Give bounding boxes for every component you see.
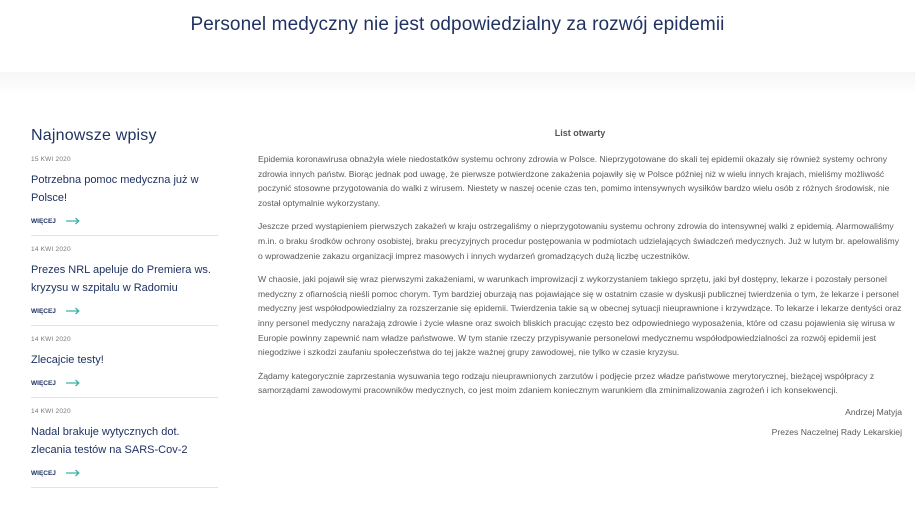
- arrow-right-icon: [66, 217, 80, 225]
- list-item: [31, 246, 218, 326]
- post-date: 14 KWI 2020: [31, 408, 71, 415]
- list-item: [31, 408, 218, 488]
- post-date: 14 KWI 2020: [31, 246, 71, 253]
- post-date: 15 KWI 2020: [31, 156, 71, 163]
- read-more-label: WIĘCEJ: [31, 307, 56, 315]
- post-title-link[interactable]: Potrzebna pomoc medyczna już w Polsce!: [31, 174, 199, 204]
- signature-block: [258, 407, 902, 437]
- article-paragraph: W chaosie, jaki pojawił się wraz pierwszymi zakażeniami, w warunkach improwizacji z wykorzystaniem takiego sprzętu, jaki był dostępny, lekarze i pozostały personel medyczny z ofiarnością nieśli pomoc chorym. Tym bardziej oburzają nas pojawiające się w ostatnim czasie w dyskusji publicznej twierdzenia o tym, że lekarze i personel medyczny jest współodpowiedzialny za rozszerzanie się epidemii. Twierdzenia takie są w obecnej sytuacji nieuprawnione i krzywdzące. To lekarze i lekarze dentyści oraz inny personel medyczny narażają zdrowie i życie własne oraz swoich bliskich pracując często bez odpowiedniego wyposażenia, które od czasu pojawienia się wirusa w Europie powinny zapewnić nam władze państwowe. W tym stanie rzeczy przypisywanie personelowi medycznemu współodpowiedzialności za rozwój epidemii jest niegodziwe i szkodzi zaufaniu społeczeństwa do tej jakże ważnej grupy zawodowej, nie tylko w czasie kryzysu.: [258, 274, 902, 358]
- list-item: [31, 156, 218, 236]
- post-title-link[interactable]: Prezes NRL apeluje do Premiera ws. kryzysu w szpitalu w Radomiu: [31, 264, 211, 294]
- read-more-label: WIĘCEJ: [31, 469, 56, 477]
- page-title: Personel medyczny nie jest odpowiedzialny za rozwój epidemii: [190, 14, 725, 35]
- post-title-link[interactable]: Nadal brakuje wytycznych dot. zlecania testów na SARS-Cov-2: [31, 426, 188, 456]
- article-paragraph: Jeszcze przed wystąpieniem pierwszych zakażeń w kraju ostrzegaliśmy o nieprzygotowaniu systemu ochrony zdrowia do intensywnej walki z epidemią. Alarmowaliśmy m.in. o braku środków ochrony osobistej, braku precyzyjnych procedur postępowania w podmiotach udzielających świadczeń medycznych. Już w lutym br. apelowaliśmy o wprowadzenie zakazu organizacji imprez masowych i innych wydarzeń gromadzących dużą liczbę uczestników.: [258, 221, 900, 261]
- post-title-link[interactable]: Zlecajcie testy!: [31, 354, 104, 366]
- post-date: 14 KWI 2020: [31, 336, 71, 343]
- read-more-label: WIĘCEJ: [31, 379, 56, 387]
- article-paragraph: Epidemia koronawirusa obnażyła wiele niedostatków systemu ochrony zdrowia w Polsce. Nieprzygotowane do skali tej epidemii okazały się również systemy ochrony zdrowia innych państw. Biorąc jednak pod uwagę, że pierwsze potwierdzone zakażenia pojawiły się w Polsce później niż w wielu innych krajach, mieliśmy możliwość poczynić stosowne przygotowania do walki z wirusem. Niestety w naszej ocenie czas ten, pomimo intensywnych wysiłków bardzo wielu osób z różnych środowisk, nie został optymalnie wykorzystany.: [258, 154, 890, 208]
- signature-name: Andrzej Matyja: [845, 406, 902, 417]
- signature-role: Prezes Naczelnej Rady Lekarskiej: [771, 426, 902, 437]
- article-heading: List otwarty: [554, 128, 606, 138]
- read-more-link[interactable]: [31, 307, 218, 315]
- sidebar-heading: Najnowsze wpisy: [31, 127, 157, 144]
- article-paragraph: Żądamy kategorycznie zaprzestania wysuwania tego rodzaju nieuprawnionych zarzutów i podjęcie przez władze państwowe merytorycznej, bieżącej współpracy z samorządami zawodowymi pracowników medycznych, co jest moim zdaniem koniecznym warunkiem dla zminimalizowania zagrożeń i ich konsekwencji.: [258, 370, 875, 396]
- arrow-right-icon: [66, 469, 80, 477]
- arrow-right-icon: [66, 307, 80, 315]
- read-more-link[interactable]: [31, 469, 218, 477]
- arrow-right-icon: [66, 379, 80, 387]
- sidebar-recent-posts: [31, 127, 218, 498]
- page-header: [0, 0, 915, 72]
- read-more-label: WIĘCEJ: [31, 217, 56, 225]
- read-more-link[interactable]: [31, 217, 218, 225]
- read-more-link[interactable]: [31, 379, 218, 387]
- article-body: [258, 128, 902, 437]
- list-item: [31, 336, 218, 398]
